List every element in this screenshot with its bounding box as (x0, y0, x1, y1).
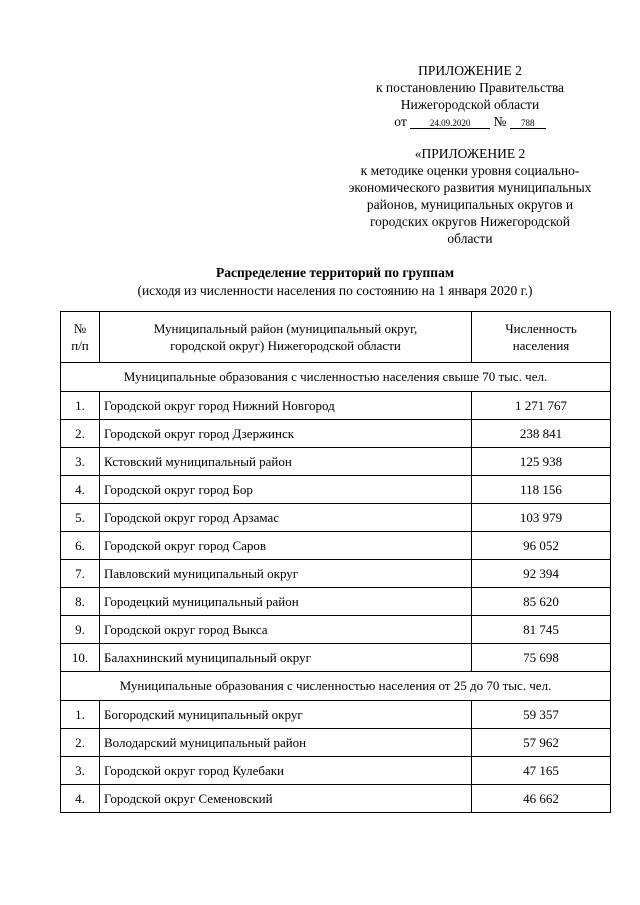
number-sign: № (493, 114, 507, 129)
decree-number: 788 (510, 118, 546, 129)
reference-line: к методике оценки уровня социально- (360, 163, 580, 178)
territory-name: Кстовский муниципальный район (100, 448, 472, 476)
territory-name: Павловский муниципальный округ (100, 560, 472, 588)
table-header-row (61, 312, 611, 363)
table-row (61, 701, 611, 729)
group-title: Муниципальные образования с численностью населения от 25 до 70 тыс. чел. (61, 672, 611, 701)
territory-name: Городской округ Семеновский (100, 785, 472, 813)
reference-line: области (447, 231, 493, 246)
table-row (61, 476, 611, 504)
table-row (61, 532, 611, 560)
document-title-sub: (исходя из численности населения по состоянию на 1 января 2020 г.) (137, 283, 533, 298)
territory-name: Городской округ город Кулебаки (100, 757, 472, 785)
row-number: 3. (61, 448, 100, 476)
territory-name: Городской округ город Нижний Новгород (100, 392, 472, 420)
table-row (61, 616, 611, 644)
reference-line: городских округов Нижегородской (369, 214, 571, 229)
appendix-date-line (330, 113, 610, 130)
document-title (60, 264, 610, 300)
row-number: 9. (61, 616, 100, 644)
group-header-row (61, 672, 611, 701)
header-population: Численность населения (472, 312, 611, 363)
population-value: 59 357 (472, 701, 611, 729)
row-number: 7. (61, 560, 100, 588)
population-value: 46 662 (472, 785, 611, 813)
population-value: 118 156 (472, 476, 611, 504)
population-value: 238 841 (472, 420, 611, 448)
table-row (61, 560, 611, 588)
territory-name: Володарский муниципальный район (100, 729, 472, 757)
territory-name: Городской округ город Дзержинск (100, 420, 472, 448)
territory-name: Городской округ город Саров (100, 532, 472, 560)
reference-header (330, 145, 610, 247)
territory-name: Балахнинский муниципальный округ (100, 644, 472, 672)
table-row (61, 504, 611, 532)
decree-date: 24.09.2020 (410, 118, 490, 129)
table-row (61, 588, 611, 616)
appendix-title: ПРИЛОЖЕНИЕ 2 (418, 63, 522, 78)
territory-name: Городской округ город Бор (100, 476, 472, 504)
population-value: 103 979 (472, 504, 611, 532)
table-row (61, 644, 611, 672)
table-row (61, 420, 611, 448)
row-number: 1. (61, 392, 100, 420)
appendix-line-2: к постановлению Правительства (375, 80, 565, 95)
table-body (61, 363, 611, 813)
row-number: 6. (61, 532, 100, 560)
territory-name: Городской округ город Арзамас (100, 504, 472, 532)
reference-line: экономического развития муниципальных (348, 180, 592, 195)
header-num: № п/п (61, 312, 100, 363)
population-value: 47 165 (472, 757, 611, 785)
header-name: Муниципальный район (муниципальный округ, городской округ) Нижегородской области (100, 312, 472, 363)
reference-title: «ПРИЛОЖЕНИЕ 2 (414, 146, 526, 161)
row-number: 4. (61, 785, 100, 813)
row-number: 3. (61, 757, 100, 785)
from-label: от (394, 114, 407, 129)
row-number: 5. (61, 504, 100, 532)
row-number: 1. (61, 701, 100, 729)
territory-name: Городской округ город Выкса (100, 616, 472, 644)
row-number: 2. (61, 729, 100, 757)
row-number: 2. (61, 420, 100, 448)
population-value: 1 271 767 (472, 392, 611, 420)
group-title: Муниципальные образования с численностью населения свыше 70 тыс. чел. (61, 363, 611, 392)
territory-name: Богородский муниципальный округ (100, 701, 472, 729)
table-row (61, 392, 611, 420)
territory-groups-table (60, 311, 611, 813)
population-value: 125 938 (472, 448, 611, 476)
appendix-header (330, 62, 610, 130)
population-value: 85 620 (472, 588, 611, 616)
group-header-row (61, 363, 611, 392)
row-number: 8. (61, 588, 100, 616)
population-value: 75 698 (472, 644, 611, 672)
table-row (61, 785, 611, 813)
table-row (61, 448, 611, 476)
row-number: 4. (61, 476, 100, 504)
row-number: 10. (61, 644, 100, 672)
population-value: 57 962 (472, 729, 611, 757)
document-title-main: Распределение территорий по группам (215, 265, 455, 280)
appendix-line-3: Нижегородской области (400, 97, 540, 112)
population-value: 96 052 (472, 532, 611, 560)
reference-line: районов, муниципальных округов и (366, 197, 574, 212)
population-value: 81 745 (472, 616, 611, 644)
table-row (61, 757, 611, 785)
table-row (61, 729, 611, 757)
territory-name: Городецкий муниципальный район (100, 588, 472, 616)
population-value: 92 394 (472, 560, 611, 588)
